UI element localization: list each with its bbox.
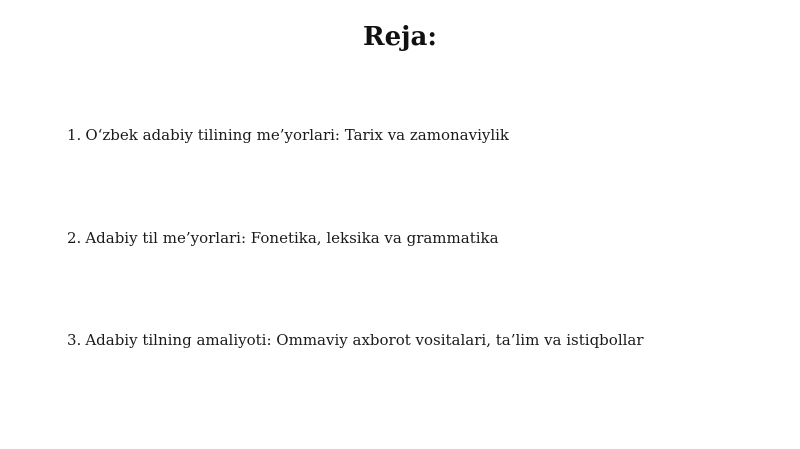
plan-item-text: O‘zbek adabiy tilining me’yorlari: Tarix va zamonaviylik (85, 126, 510, 144)
plan-item-3 (67, 330, 644, 350)
slide-title: Reja: (362, 22, 437, 52)
plan-item-2 (67, 228, 499, 248)
plan-item-number: 2. (67, 229, 82, 247)
plan-item-number: 3. (67, 331, 82, 349)
plan-item-text: Adabiy tilning amaliyoti: Ommaviy axborot vositalari, ta’lim va istiqbollar (85, 331, 644, 349)
plan-item-text: Adabiy til me’yorlari: Fonetika, leksika va grammatika (85, 229, 499, 247)
plan-item-number: 1. (67, 126, 82, 144)
plan-item-1 (67, 125, 509, 145)
